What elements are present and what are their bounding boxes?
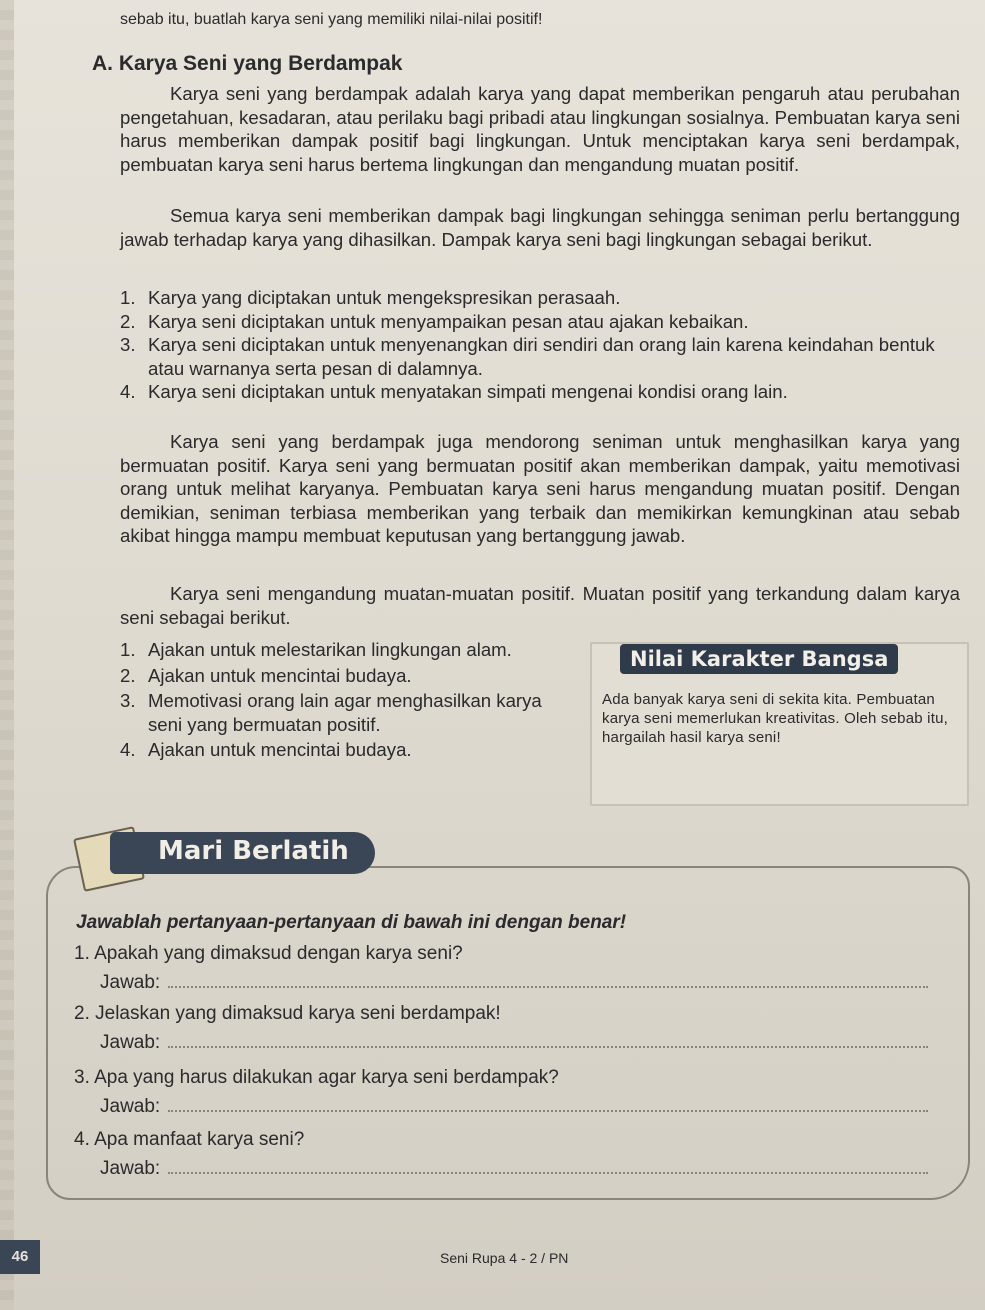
paragraph-positive-content: Karya seni yang berdampak juga mendorong seniman untuk menghasilkan karya yang bermuatan positif. Karya seni yang bermuatan positif akan memberikan dampak, yaitu memotivasi orang untuk melihat karyanya. Pembuatan karya seni harus mengandung muatan positif. Dengan demikian, seniman terbiasa memberikan yang terbaik dan memikirkan kemungkinan atau sebab akibat hingga mampu membuat keputusan yang bertanggung jawab. [120,431,960,546]
list-item: 1. Ajakan untuk melestarikan lingkungan alam. [120,639,512,660]
nilai-karakter-title: Nilai Karakter Bangsa [620,644,898,674]
paragraph-definition: Karya seni yang berdampak adalah karya yang dapat memberikan pengaruh atau perubahan pengetahuan, kesadaran, atau perilaku bagi pribadi atau lingkungan sosialnya. Pembuatan karya seni harus memberikan dampak positif bagi lingkungan. Untuk menciptakan karya seni berdampak, pembuatan karya seni harus bertema lingkungan dan mengandung muatan positif. [120,83,960,175]
answer-line-3[interactable]: Jawab: [100,1096,928,1118]
impact-list [120,286,960,404]
section-heading: A. Karya Seni yang Berdampak [92,52,403,75]
exercise-title: Mari Berlatih [158,836,349,866]
list-item: 3. Karya seni diciptakan untuk menyenangkan diri sendiri dan orang lain karena keindahan bentuk atau warnanya serta pesan di dalamnya. [120,334,935,379]
answer-line-1[interactable]: Jawab: [100,972,928,994]
list-item: 2. Ajakan untuk mencintai budaya. [120,664,412,686]
list-item: 2. Karya seni diciptakan untuk menyampaikan pesan atau ajakan kebaikan. [120,310,749,332]
book-title-footer: Seni Rupa 4 - 2 / PN [440,1250,569,1266]
list-item: 4. Ajakan untuk mencintai budaya. [120,739,412,760]
page-number: 46 [0,1240,40,1274]
question-2: 2. Jelaskan yang dimaksud karya seni berdampak! [74,1003,501,1024]
positive-content-list [120,638,580,764]
list-item: 4. Karya seni diciptakan untuk menyatakan simpati mengenai kondisi orang lain. [120,381,788,402]
answer-line-2[interactable]: Jawab: [100,1032,928,1054]
paragraph-positive-list-intro: Karya seni mengandung muatan-muatan positif. Muatan positif yang terkandung dalam karya seni sebagai berikut. [120,583,960,628]
question-1: 1. Apakah yang dimaksud dengan karya seni? [74,943,463,964]
paragraph-impact: Semua karya seni memberikan dampak bagi lingkungan sehingga seniman perlu bertanggung jawab terhadap karya yang dihasilkan. Dampak karya seni bagi lingkungan sebagai berikut. [120,205,960,250]
list-item: 3. Memotivasi orang lain agar menghasilkan karya seni yang bermuatan positif. [120,690,542,735]
answer-line-4[interactable]: Jawab: [100,1158,928,1180]
question-3: 3. Apa yang harus dilakukan agar karya seni berdampak? [74,1067,559,1088]
nilai-karakter-body: Ada banyak karya seni di sekita kita. Pembuatan karya seni memerlukan kreativitas. Oleh sebab itu, hargailah hasil karya seni! [602,691,948,746]
question-4: 4. Apa manfaat karya seni? [74,1129,305,1150]
list-item: 1. Karya yang diciptakan untuk mengekspresikan perasaah. [120,287,621,308]
exercise-instruction: Jawablah pertanyaan-pertanyaan di bawah ini dengan benar! [76,912,627,933]
page-binding-edge [0,0,14,1310]
intro-sentence: sebab itu, buatlah karya seni yang memiliki nilai-nilai positif! [120,11,543,28]
